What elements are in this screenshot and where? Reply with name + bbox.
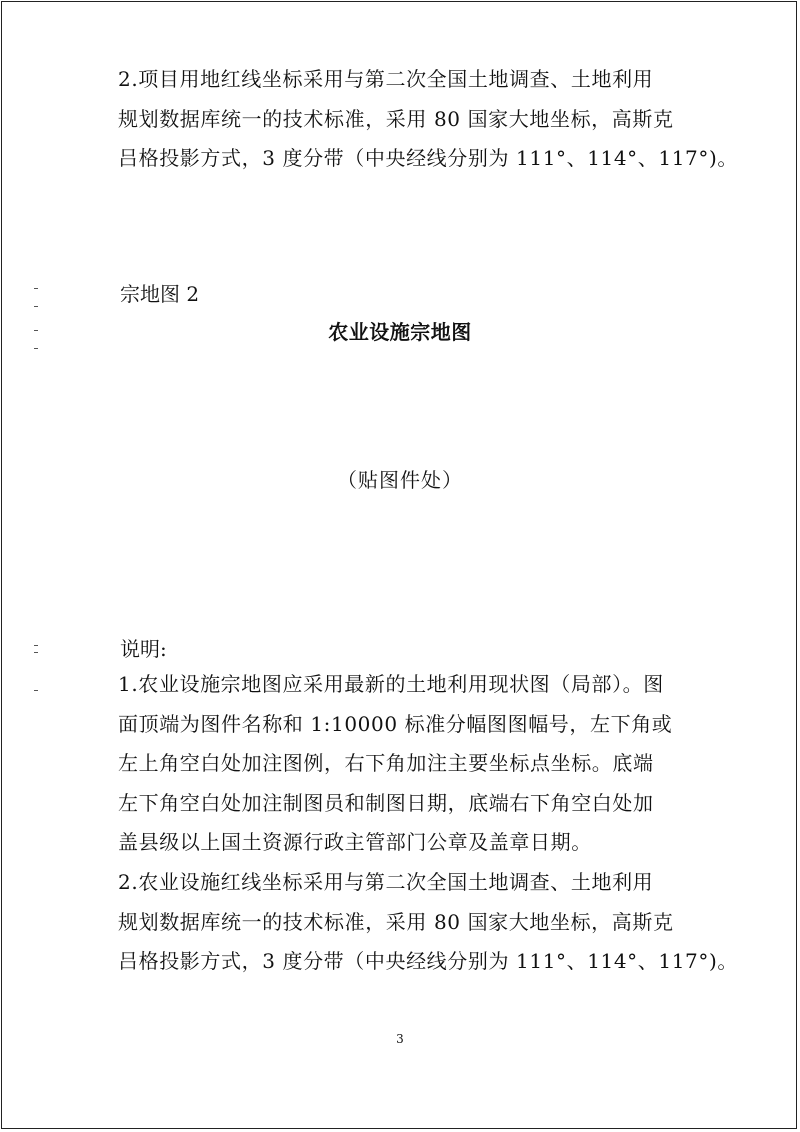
text-line: 1.农业设施宗地图应采用最新的土地利用现状图（局部）。图: [118, 672, 664, 696]
text-line: 吕格投影方式，3 度分带（中央经线分别为 111°、114°、117°)。: [118, 146, 738, 170]
notes-item-2: [118, 863, 738, 982]
scan-mark: [34, 306, 38, 307]
text-line: 盖县级以上国土资源行政主管部门公章及盖章日期。: [118, 830, 592, 854]
text-line: 面顶端为图件名称和 1:10000 标准分幅图图幅号，左下角或: [118, 711, 673, 736]
scan-mark: [34, 690, 38, 691]
text-line: 2.项目用地红线坐标采用与第二次全国土地调查、土地利用: [118, 67, 654, 91]
attachment-label: 宗地图 2: [120, 282, 200, 306]
notes-label: 说明:: [120, 637, 167, 661]
text-line: 规划数据库统一的技术标准，采用 80 国家大地坐标，高斯克: [118, 106, 674, 131]
scan-mark: [34, 348, 38, 349]
notes-item-1: [118, 665, 698, 863]
scan-mark: [34, 645, 38, 646]
text-line: 左下角空白处加注制图员和制图日期，底端右下角空白处加: [118, 790, 654, 815]
text-line: 规划数据库统一的技术标准，采用 80 国家大地坐标，高斯克: [118, 909, 674, 934]
text-line: 2.农业设施红线坐标采用与第二次全国土地调查、土地利用: [118, 870, 654, 894]
scan-mark: [34, 652, 38, 653]
page-number: 3: [396, 1032, 404, 1046]
coordinate-standard-paragraph: [118, 60, 738, 179]
text-line: 左上角空白处加注图例，右下角加注主要坐标点坐标。底端: [118, 751, 654, 775]
text-line: 吕格投影方式，3 度分带（中央经线分别为 111°、114°、117°)。: [118, 949, 738, 973]
map-title: 农业设施宗地图: [328, 320, 472, 344]
scan-mark: [34, 288, 38, 289]
paste-placeholder: （贴图件处）: [337, 468, 463, 492]
